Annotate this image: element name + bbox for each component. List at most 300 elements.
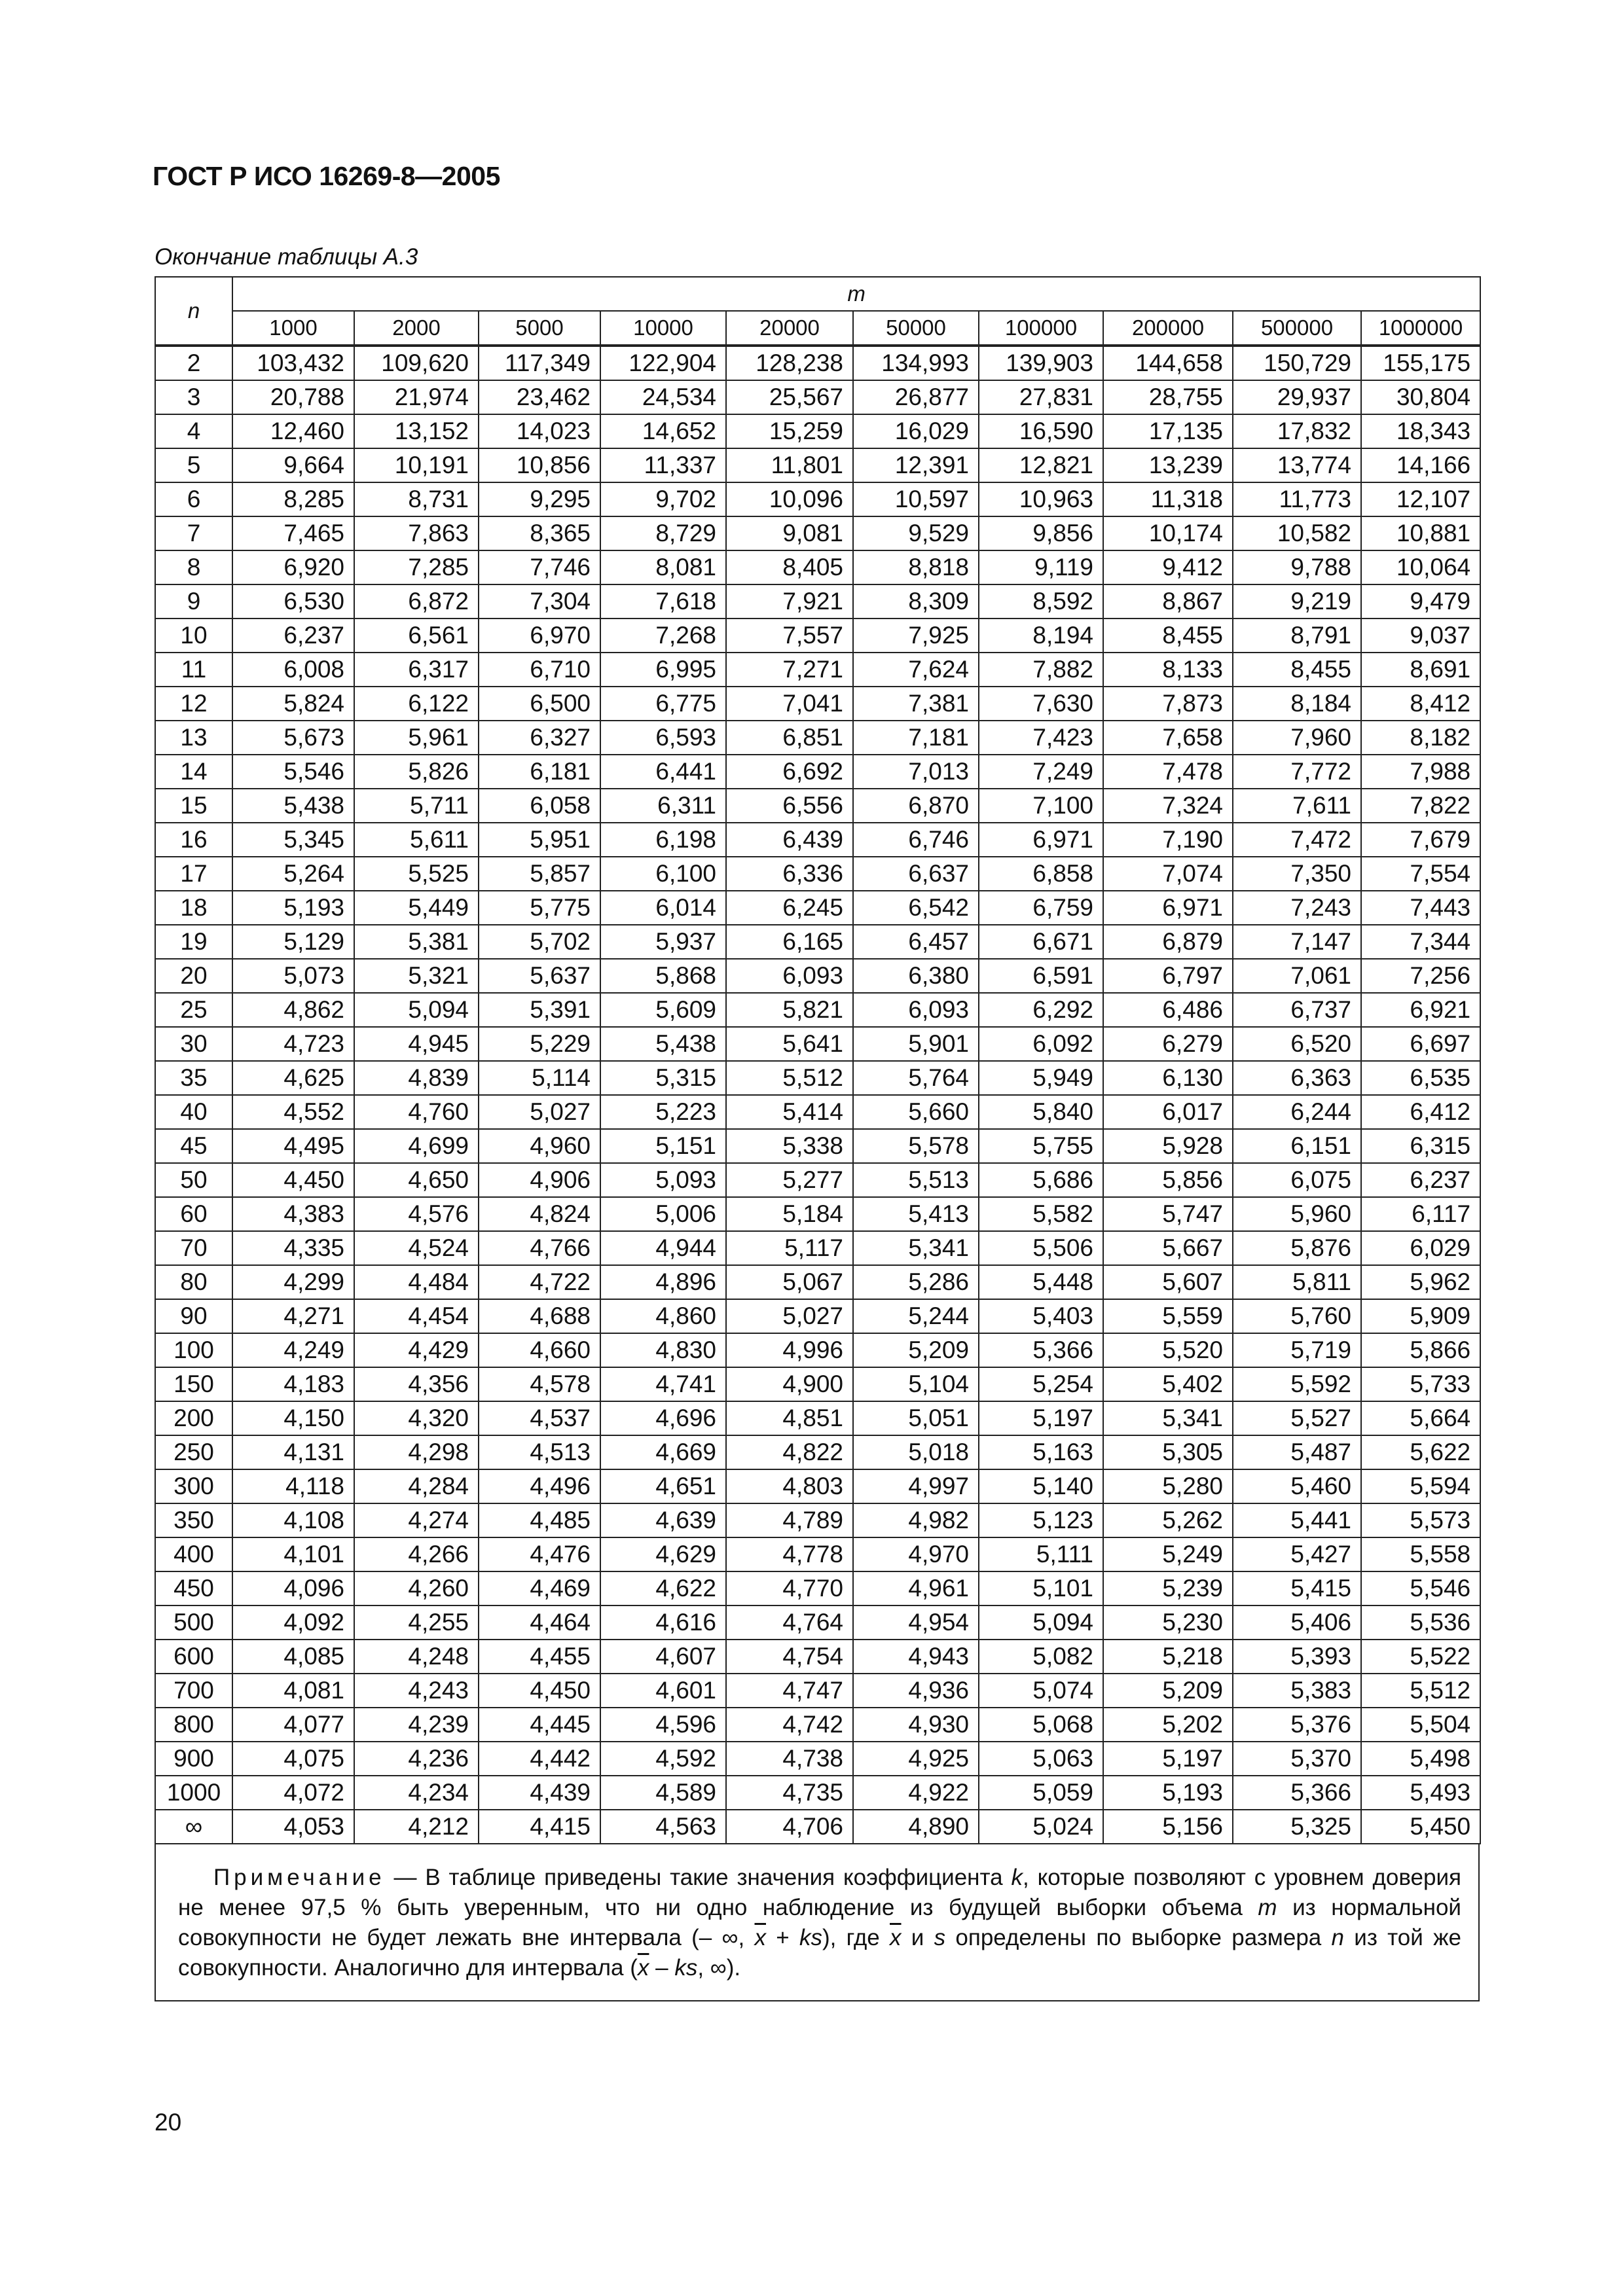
- value-cell: 6,315: [1361, 1129, 1480, 1163]
- value-cell: 6,244: [1233, 1095, 1361, 1129]
- value-cell: 7,268: [600, 619, 726, 653]
- table-row: [155, 1129, 1480, 1163]
- value-cell: 6,971: [1103, 891, 1233, 925]
- value-cell: 4,455: [479, 1640, 600, 1674]
- value-cell: 4,625: [232, 1061, 354, 1095]
- value-cell: 5,592: [1233, 1367, 1361, 1401]
- n-cell: 9: [155, 584, 232, 619]
- value-cell: 8,791: [1233, 619, 1361, 653]
- n-cell: 35: [155, 1061, 232, 1095]
- value-cell: 8,412: [1361, 687, 1480, 721]
- table-row: [155, 1537, 1480, 1571]
- value-cell: 4,484: [354, 1265, 479, 1299]
- value-cell: 4,450: [232, 1163, 354, 1197]
- value-cell: 7,443: [1361, 891, 1480, 925]
- column-header: 1000000: [1361, 311, 1480, 346]
- value-cell: 5,928: [1103, 1129, 1233, 1163]
- table-row: [155, 1333, 1480, 1367]
- value-cell: 13,239: [1103, 448, 1233, 482]
- value-cell: 7,061: [1233, 959, 1361, 993]
- note-text: , ∞).: [697, 1955, 741, 1981]
- value-cell: 4,248: [354, 1640, 479, 1674]
- value-cell: 150,729: [1233, 346, 1361, 380]
- value-cell: 5,376: [1233, 1708, 1361, 1742]
- value-cell: 6,542: [853, 891, 979, 925]
- value-cell: 7,190: [1103, 823, 1233, 857]
- n-cell: 5: [155, 448, 232, 482]
- value-cell: 10,856: [479, 448, 600, 482]
- note-text: из нормальной совокупности не будет лежать вне интервала (– ∞,: [178, 1895, 1461, 1950]
- value-cell: 23,462: [479, 380, 600, 414]
- value-cell: 8,182: [1361, 721, 1480, 755]
- value-cell: 4,445: [479, 1708, 600, 1742]
- value-cell: 6,759: [979, 891, 1103, 925]
- value-cell: 6,692: [726, 755, 853, 789]
- n-cell: 80: [155, 1265, 232, 1299]
- value-cell: 5,582: [979, 1197, 1103, 1231]
- value-cell: 5,578: [853, 1129, 979, 1163]
- n-cell: 3: [155, 380, 232, 414]
- value-cell: 5,866: [1361, 1333, 1480, 1367]
- value-cell: 4,943: [853, 1640, 979, 1674]
- value-cell: 6,872: [354, 584, 479, 619]
- value-cell: 4,150: [232, 1401, 354, 1435]
- value-cell: 7,921: [726, 584, 853, 619]
- value-cell: 6,851: [726, 721, 853, 755]
- value-cell: 8,285: [232, 482, 354, 516]
- n-cell: 400: [155, 1537, 232, 1571]
- value-cell: 4,053: [232, 1810, 354, 1844]
- value-cell: 4,578: [479, 1367, 600, 1401]
- value-cell: 4,260: [354, 1571, 479, 1605]
- value-cell: 6,710: [479, 653, 600, 687]
- value-cell: 11,337: [600, 448, 726, 482]
- value-cell: 7,181: [853, 721, 979, 755]
- value-cell: 4,255: [354, 1605, 479, 1640]
- value-cell: 6,198: [600, 823, 726, 857]
- value-cell: 7,618: [600, 584, 726, 619]
- value-cell: 5,909: [1361, 1299, 1480, 1333]
- value-cell: 4,601: [600, 1674, 726, 1708]
- value-cell: 4,982: [853, 1503, 979, 1537]
- value-cell: 6,737: [1233, 993, 1361, 1027]
- table-row: [155, 1367, 1480, 1401]
- value-cell: 4,754: [726, 1640, 853, 1674]
- note-m: m: [1258, 1895, 1277, 1920]
- value-cell: 4,723: [232, 1027, 354, 1061]
- value-cell: 5,760: [1233, 1299, 1361, 1333]
- table-row: [155, 1401, 1480, 1435]
- value-cell: 5,512: [726, 1061, 853, 1095]
- value-cell: 5,063: [979, 1742, 1103, 1776]
- value-cell: 4,651: [600, 1469, 726, 1503]
- value-cell: 4,081: [232, 1674, 354, 1708]
- value-cell: 4,085: [232, 1640, 354, 1674]
- value-cell: 4,945: [354, 1027, 479, 1061]
- value-cell: 7,304: [479, 584, 600, 619]
- value-cell: 6,292: [979, 993, 1103, 1027]
- value-cell: 4,464: [479, 1605, 600, 1640]
- n-cell: 700: [155, 1674, 232, 1708]
- value-cell: 6,092: [979, 1027, 1103, 1061]
- value-cell: 7,557: [726, 619, 853, 653]
- value-cell: 103,432: [232, 346, 354, 380]
- value-cell: 5,824: [232, 687, 354, 721]
- value-cell: 21,974: [354, 380, 479, 414]
- table-row: [155, 482, 1480, 516]
- value-cell: 6,921: [1361, 993, 1480, 1027]
- value-cell: 5,504: [1361, 1708, 1480, 1742]
- value-cell: 5,667: [1103, 1231, 1233, 1265]
- value-cell: 6,439: [726, 823, 853, 857]
- column-header: 2000: [354, 311, 479, 346]
- value-cell: 5,370: [1233, 1742, 1361, 1776]
- value-cell: 5,438: [600, 1027, 726, 1061]
- value-cell: 5,438: [232, 789, 354, 823]
- header-row-2: [155, 311, 1480, 346]
- value-cell: 4,960: [479, 1129, 600, 1163]
- value-cell: 4,469: [479, 1571, 600, 1605]
- value-cell: 144,658: [1103, 346, 1233, 380]
- n-cell: 1000: [155, 1776, 232, 1810]
- table-row: [155, 857, 1480, 891]
- value-cell: 5,280: [1103, 1469, 1233, 1503]
- value-cell: 8,365: [479, 516, 600, 550]
- value-cell: 4,496: [479, 1469, 600, 1503]
- value-cell: 109,620: [354, 346, 479, 380]
- value-cell: 6,100: [600, 857, 726, 891]
- value-cell: 7,381: [853, 687, 979, 721]
- n-cell: 60: [155, 1197, 232, 1231]
- table-row: [155, 891, 1480, 925]
- value-cell: 5,104: [853, 1367, 979, 1401]
- value-cell: 5,901: [853, 1027, 979, 1061]
- value-cell: 8,405: [726, 550, 853, 584]
- value-cell: 4,860: [600, 1299, 726, 1333]
- value-cell: 26,877: [853, 380, 979, 414]
- value-cell: 6,775: [600, 687, 726, 721]
- value-cell: 5,450: [1361, 1810, 1480, 1844]
- value-cell: 7,271: [726, 653, 853, 687]
- value-cell: 4,096: [232, 1571, 354, 1605]
- value-cell: 5,264: [232, 857, 354, 891]
- value-cell: 6,879: [1103, 925, 1233, 959]
- value-cell: 4,075: [232, 1742, 354, 1776]
- note-text: из той же совокупности. Аналогично для интервала (: [178, 1925, 1461, 1981]
- n-cell: 40: [155, 1095, 232, 1129]
- value-cell: 6,457: [853, 925, 979, 959]
- value-cell: 20,788: [232, 380, 354, 414]
- n-cell: 600: [155, 1640, 232, 1674]
- table-row: [155, 619, 1480, 653]
- value-cell: 5,826: [354, 755, 479, 789]
- value-cell: 27,831: [979, 380, 1103, 414]
- value-cell: 13,774: [1233, 448, 1361, 482]
- n-cell: 18: [155, 891, 232, 925]
- value-cell: 6,591: [979, 959, 1103, 993]
- value-cell: 4,212: [354, 1810, 479, 1844]
- value-cell: 6,075: [1233, 1163, 1361, 1197]
- value-cell: 4,442: [479, 1742, 600, 1776]
- value-cell: 5,876: [1233, 1231, 1361, 1265]
- value-cell: 5,093: [600, 1163, 726, 1197]
- value-cell: 5,660: [853, 1095, 979, 1129]
- value-cell: 4,513: [479, 1435, 600, 1469]
- value-cell: 4,822: [726, 1435, 853, 1469]
- value-cell: 4,495: [232, 1129, 354, 1163]
- value-cell: 4,954: [853, 1605, 979, 1640]
- value-cell: 5,414: [726, 1095, 853, 1129]
- value-cell: 4,660: [479, 1333, 600, 1367]
- value-cell: 4,696: [600, 1401, 726, 1435]
- table-row: [155, 1299, 1480, 1333]
- value-cell: 5,197: [979, 1401, 1103, 1435]
- table-row: [155, 653, 1480, 687]
- value-cell: 7,344: [1361, 925, 1480, 959]
- value-cell: 5,937: [600, 925, 726, 959]
- value-cell: 4,118: [232, 1469, 354, 1503]
- table-note: [155, 1844, 1480, 2001]
- value-cell: 5,961: [354, 721, 479, 755]
- table-row: [155, 1605, 1480, 1640]
- note-ks: ks: [799, 1925, 822, 1950]
- value-cell: 4,900: [726, 1367, 853, 1401]
- value-cell: 7,554: [1361, 857, 1480, 891]
- note-text: — В таблице приведены такие значения коэффициента: [385, 1865, 1012, 1890]
- value-cell: 4,320: [354, 1401, 479, 1435]
- value-cell: 4,970: [853, 1537, 979, 1571]
- value-cell: 4,383: [232, 1197, 354, 1231]
- value-cell: 4,234: [354, 1776, 479, 1810]
- value-cell: 5,027: [479, 1095, 600, 1129]
- n-cell: 20: [155, 959, 232, 993]
- value-cell: 5,840: [979, 1095, 1103, 1129]
- value-cell: 8,455: [1103, 619, 1233, 653]
- value-cell: 30,804: [1361, 380, 1480, 414]
- note-text: определены по выборке размера: [945, 1925, 1332, 1950]
- value-cell: 4,450: [479, 1674, 600, 1708]
- value-cell: 4,650: [354, 1163, 479, 1197]
- value-cell: 24,534: [600, 380, 726, 414]
- table-row: [155, 1061, 1480, 1095]
- n-cell: 12: [155, 687, 232, 721]
- value-cell: 6,530: [232, 584, 354, 619]
- value-cell: 4,335: [232, 1231, 354, 1265]
- value-cell: 4,803: [726, 1469, 853, 1503]
- value-cell: 5,637: [479, 959, 600, 993]
- note-k: k: [1011, 1865, 1023, 1890]
- value-cell: 5,209: [853, 1333, 979, 1367]
- value-cell: 6,181: [479, 755, 600, 789]
- n-cell: 7: [155, 516, 232, 550]
- value-cell: 6,122: [354, 687, 479, 721]
- value-cell: 117,349: [479, 346, 600, 380]
- value-cell: 29,937: [1233, 380, 1361, 414]
- value-cell: 4,429: [354, 1333, 479, 1367]
- value-cell: 11,773: [1233, 482, 1361, 516]
- value-cell: 5,525: [354, 857, 479, 891]
- value-cell: 7,873: [1103, 687, 1233, 721]
- value-cell: 5,129: [232, 925, 354, 959]
- note-xbar: $\overline{x}$: [637, 1955, 649, 1981]
- value-cell: 5,262: [1103, 1503, 1233, 1537]
- value-cell: 5,184: [726, 1197, 853, 1231]
- value-cell: 5,366: [979, 1333, 1103, 1367]
- value-cell: 7,285: [354, 550, 479, 584]
- value-cell: 16,029: [853, 414, 979, 448]
- value-cell: 4,622: [600, 1571, 726, 1605]
- value-cell: 5,067: [726, 1265, 853, 1299]
- value-cell: 4,077: [232, 1708, 354, 1742]
- column-header: 10000: [600, 311, 726, 346]
- value-cell: 7,465: [232, 516, 354, 550]
- value-cell: 7,350: [1233, 857, 1361, 891]
- document-header: ГОСТ Р ИСО 16269-8—2005: [153, 161, 500, 191]
- value-cell: 5,493: [1361, 1776, 1480, 1810]
- value-cell: 4,298: [354, 1435, 479, 1469]
- value-cell: 5,403: [979, 1299, 1103, 1333]
- value-cell: 5,163: [979, 1435, 1103, 1469]
- value-cell: 5,286: [853, 1265, 979, 1299]
- value-cell: 7,746: [479, 550, 600, 584]
- table-row: [155, 925, 1480, 959]
- value-cell: 5,448: [979, 1265, 1103, 1299]
- n-header: n: [155, 277, 232, 346]
- value-cell: 7,249: [979, 755, 1103, 789]
- value-cell: 8,691: [1361, 653, 1480, 687]
- value-cell: 5,607: [1103, 1265, 1233, 1299]
- n-cell: 11: [155, 653, 232, 687]
- column-header: 20000: [726, 311, 853, 346]
- value-cell: 5,673: [232, 721, 354, 755]
- n-cell: 4: [155, 414, 232, 448]
- value-cell: 6,130: [1103, 1061, 1233, 1095]
- value-cell: 6,311: [600, 789, 726, 823]
- value-cell: 6,637: [853, 857, 979, 891]
- table-row: [155, 516, 1480, 550]
- value-cell: 4,616: [600, 1605, 726, 1640]
- value-cell: 6,093: [726, 959, 853, 993]
- value-cell: 9,219: [1233, 584, 1361, 619]
- value-cell: 5,197: [1103, 1742, 1233, 1776]
- note-label: Примечание: [213, 1865, 386, 1890]
- value-cell: 128,238: [726, 346, 853, 380]
- column-header: 1000: [232, 311, 354, 346]
- value-cell: 5,111: [979, 1537, 1103, 1571]
- value-cell: 4,706: [726, 1810, 853, 1844]
- value-cell: 4,284: [354, 1469, 479, 1503]
- value-cell: 6,500: [479, 687, 600, 721]
- value-cell: 5,641: [726, 1027, 853, 1061]
- value-cell: 6,029: [1361, 1231, 1480, 1265]
- value-cell: 12,460: [232, 414, 354, 448]
- value-cell: 5,114: [479, 1061, 600, 1095]
- n-cell: 500: [155, 1605, 232, 1640]
- value-cell: 8,867: [1103, 584, 1233, 619]
- value-cell: 5,775: [479, 891, 600, 925]
- value-cell: 4,236: [354, 1742, 479, 1776]
- value-cell: 4,890: [853, 1810, 979, 1844]
- value-cell: 5,702: [479, 925, 600, 959]
- value-cell: 4,839: [354, 1061, 479, 1095]
- value-cell: 5,406: [1233, 1605, 1361, 1640]
- value-cell: 7,988: [1361, 755, 1480, 789]
- value-cell: 4,299: [232, 1265, 354, 1299]
- value-cell: 4,760: [354, 1095, 479, 1129]
- value-cell: 5,857: [479, 857, 600, 891]
- table-row: [155, 1776, 1480, 1810]
- value-cell: 9,119: [979, 550, 1103, 584]
- value-cell: 5,059: [979, 1776, 1103, 1810]
- value-cell: 5,027: [726, 1299, 853, 1333]
- value-cell: 5,151: [600, 1129, 726, 1163]
- value-cell: 6,151: [1233, 1129, 1361, 1163]
- value-cell: 4,552: [232, 1095, 354, 1129]
- value-cell: 155,175: [1361, 346, 1480, 380]
- value-cell: 4,101: [232, 1537, 354, 1571]
- value-cell: 6,237: [1361, 1163, 1480, 1197]
- value-cell: 4,747: [726, 1674, 853, 1708]
- value-cell: 28,755: [1103, 380, 1233, 414]
- value-cell: 25,567: [726, 380, 853, 414]
- table-row: [155, 1095, 1480, 1129]
- value-cell: 4,485: [479, 1503, 600, 1537]
- value-cell: 5,249: [1103, 1537, 1233, 1571]
- value-cell: 5,068: [979, 1708, 1103, 1742]
- table-row: [155, 380, 1480, 414]
- value-cell: 5,546: [1361, 1571, 1480, 1605]
- value-cell: 4,669: [600, 1435, 726, 1469]
- value-cell: 5,341: [1103, 1401, 1233, 1435]
- value-cell: 17,135: [1103, 414, 1233, 448]
- value-cell: 4,356: [354, 1367, 479, 1401]
- note-n: n: [1331, 1925, 1345, 1950]
- value-cell: 8,818: [853, 550, 979, 584]
- value-cell: 5,209: [1103, 1674, 1233, 1708]
- value-cell: 4,183: [232, 1367, 354, 1401]
- n-cell: 800: [155, 1708, 232, 1742]
- table-row: [155, 823, 1480, 857]
- value-cell: 4,243: [354, 1674, 479, 1708]
- table-row: [155, 1571, 1480, 1605]
- n-cell: 450: [155, 1571, 232, 1605]
- table-row: [155, 1435, 1480, 1469]
- value-cell: 5,960: [1233, 1197, 1361, 1231]
- value-cell: 5,413: [853, 1197, 979, 1231]
- table-row: [155, 959, 1480, 993]
- table-row: [155, 550, 1480, 584]
- value-cell: 4,072: [232, 1776, 354, 1810]
- value-cell: 5,764: [853, 1061, 979, 1095]
- value-cell: 6,117: [1361, 1197, 1480, 1231]
- value-cell: 11,801: [726, 448, 853, 482]
- value-cell: 5,393: [1233, 1640, 1361, 1674]
- value-cell: 4,592: [600, 1742, 726, 1776]
- value-cell: 5,123: [979, 1503, 1103, 1537]
- n-cell: ∞: [155, 1810, 232, 1844]
- value-cell: 5,325: [1233, 1810, 1361, 1844]
- value-cell: 5,366: [1233, 1776, 1361, 1810]
- value-cell: 5,024: [979, 1810, 1103, 1844]
- page-number: 20: [155, 2109, 182, 2136]
- value-cell: 5,140: [979, 1469, 1103, 1503]
- value-cell: 6,279: [1103, 1027, 1233, 1061]
- value-cell: 5,239: [1103, 1571, 1233, 1605]
- value-cell: 9,412: [1103, 550, 1233, 584]
- coefficient-table: [155, 276, 1481, 1844]
- value-cell: 5,559: [1103, 1299, 1233, 1333]
- value-cell: 5,449: [354, 891, 479, 925]
